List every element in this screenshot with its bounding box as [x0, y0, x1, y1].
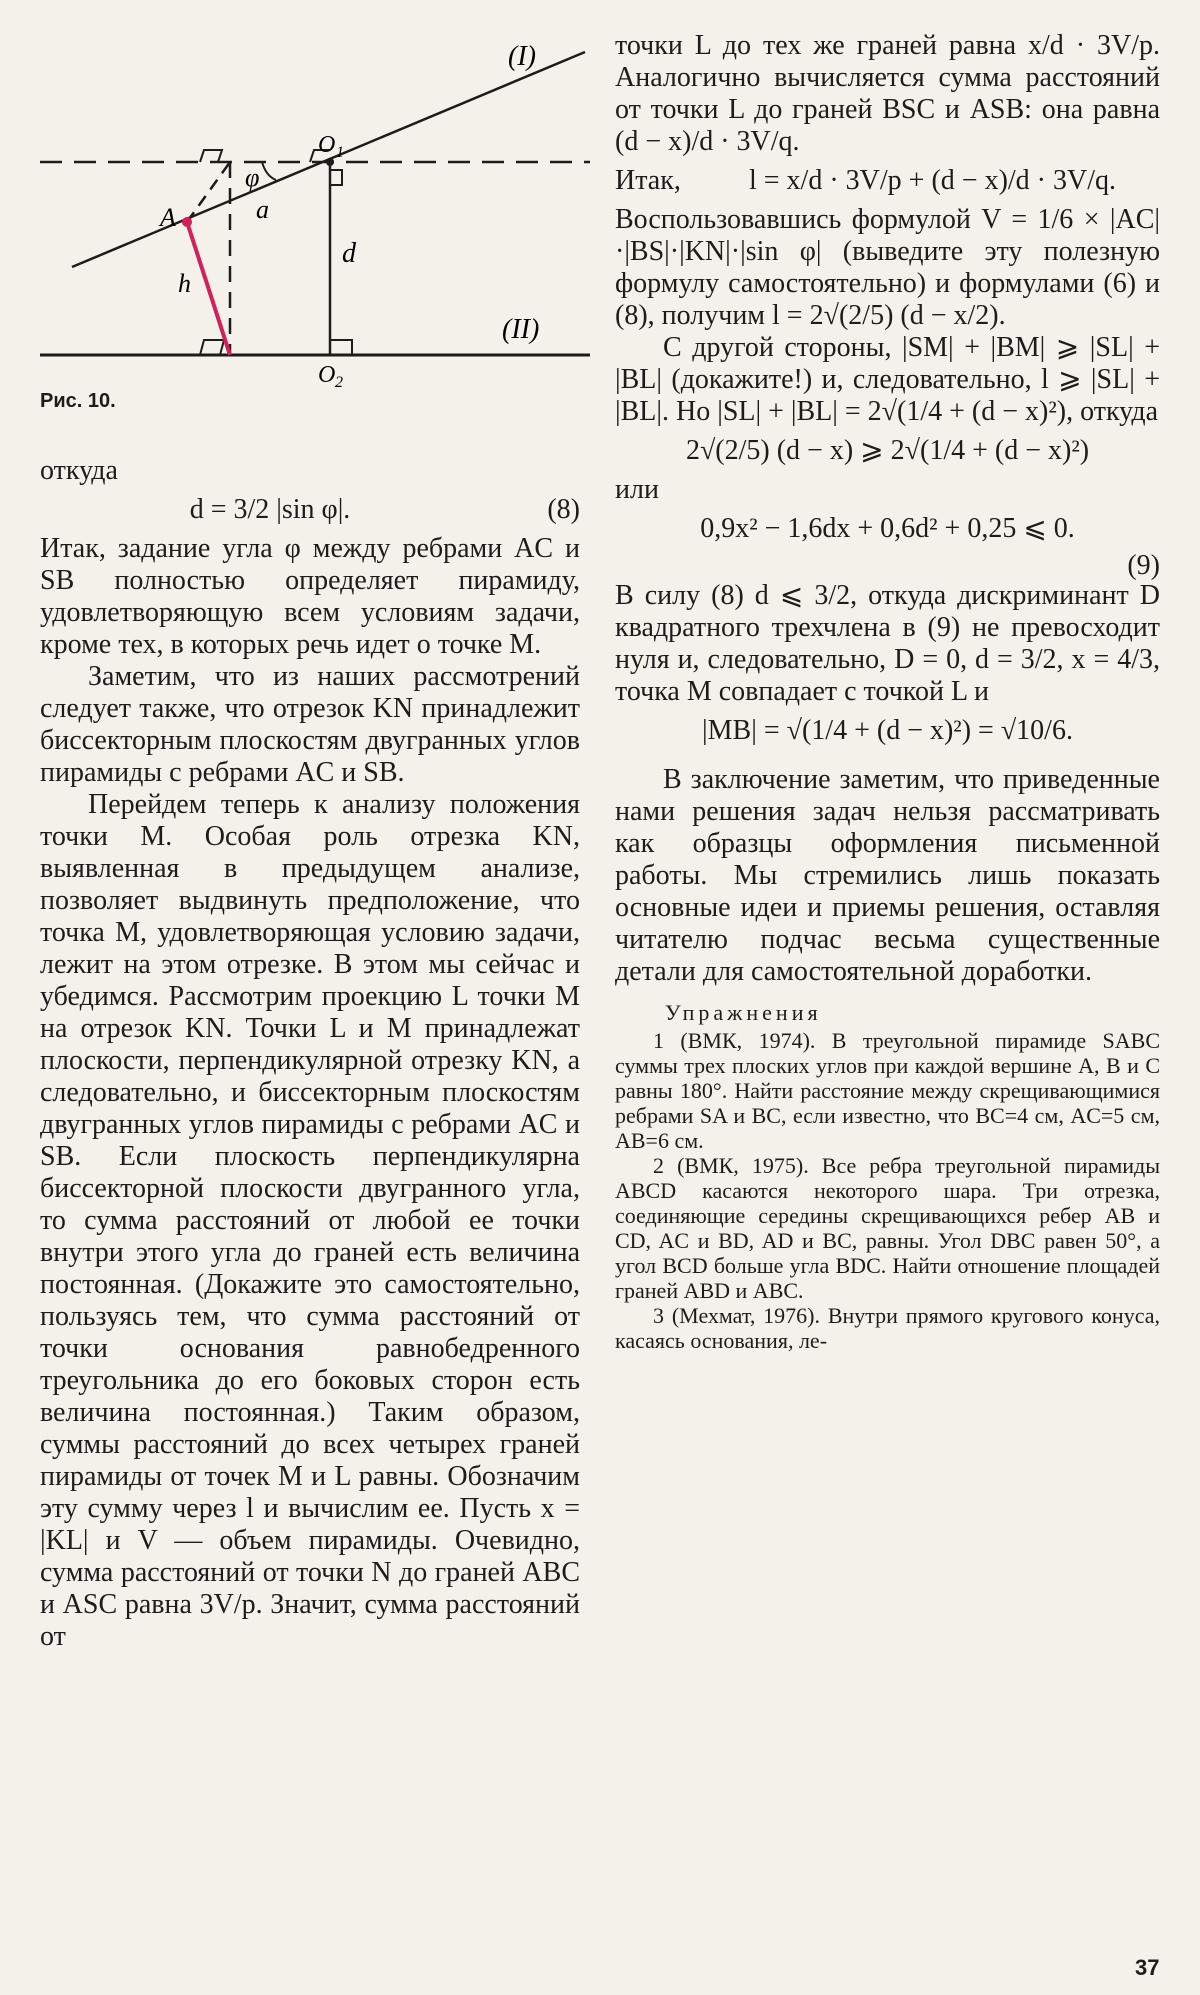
equation-8 — [40, 487, 580, 533]
label-line-1: (I) — [508, 41, 536, 72]
left-p2: Итак, задание угла φ между ребрами AC и SB полностью определяет пирамиду, удовлетворяющую всем условиям задачи, кроме тех, в которых речь идет о точке M. — [40, 533, 580, 660]
exercises-title: Упражнения — [665, 1000, 822, 1025]
page-number: 37 — [1135, 1955, 1160, 1980]
figure-10-diagram — [30, 30, 600, 390]
equation-8-expr: d = 3/2 |sin φ|. — [189, 494, 351, 525]
exercise-2: 2 (ВМК, 1975). Все ребра треугольной пирамиды ABCD касаются некоторого шара. Три отрезка, соединяющие середины скрещивающихся ребер AB и CD, AC и BD, AD и BC, равны. Угол DBC равен 50°, а угол BCD больше угла BDC. Найти отношение площадей граней ABD и ABC. — [615, 1153, 1160, 1303]
height-h-line — [187, 222, 230, 355]
label-o2: O — [318, 362, 336, 388]
angle-arc — [262, 162, 276, 180]
equation-9-number: (9) — [1127, 550, 1160, 581]
equation-mb-expr: |MB| = √(1/4 + (d − x)²) = √10/6. — [702, 715, 1073, 746]
label-o1-sub: 1 — [336, 144, 344, 161]
figure-caption: Рис. 10. — [40, 390, 116, 412]
left-column — [40, 455, 580, 1653]
right-p7: В заключение заметим, что приведенные нами решения задач нельзя рассматривать как образцы оформления письменной работы. Мы стремились лишь показать основные идеи и приемы решения, оставляя читателю подчас весьма существенные детали для самостоятельной доработки. — [615, 764, 1160, 987]
equation-l — [615, 158, 1160, 204]
label-angle-phi: φ — [245, 163, 260, 192]
left-p3: Заметим, что из наших рассмотрений следует также, что отрезок KN принадлежит биссекторным плоскостям двугранных углов пирамиды с ребрами AC и SB. — [40, 661, 580, 788]
right-p4: С другой стороны, |SM| + |BM| ⩾ |SL| + |BL| (докажите!) и, следовательно, l ⩾ |SL| + |BL|. Но |SL| + |BL| = 2√(1/4 + (d − x)²), откуда — [615, 332, 1160, 427]
right-p3: Воспользовавшись формулой V = 1/6 × |AC|·|BS|·|KN|·|sin φ| (выведите эту полезную формулу самостоятельно) и формулами (6) и (8), получим l = 2√(2/5) (d − x/2). — [615, 204, 1160, 331]
equation-9 — [615, 506, 1160, 552]
equation-8-number: (8) — [547, 494, 580, 525]
right-p1: точки L до тех же граней равна x/d · 3V/p. Аналогично вычисляется сумма расстояний от точки L до граней BSC и ASB: она равна (d − x)/d · 3V/q. — [615, 30, 1160, 157]
equation-mb — [615, 708, 1160, 754]
dashed-segment-a — [187, 162, 230, 222]
right-p5: или — [615, 474, 659, 505]
label-point-a: A — [160, 203, 176, 232]
right-column — [615, 30, 1160, 1353]
inequality-1-expr: 2√(2/5) (d − x) ⩾ 2√(1/4 + (d − x)²) — [685, 435, 1090, 466]
right-angle-mark-top — [200, 150, 222, 162]
equation-l-expr: l = x/d · 3V/p + (d − x)/d · 3V/q. — [748, 165, 1116, 196]
equation-9-expr: 0,9x² − 1,6dx + 0,6d² + 0,25 ⩽ 0. — [700, 513, 1075, 544]
right-angle-mark — [330, 170, 342, 185]
label-h: h — [178, 269, 191, 298]
label-side-a: a — [256, 195, 269, 224]
right-p6: В силу (8) d ⩽ 3/2, откуда дискриминант D квадратного трехчлена в (9) не превосходит нуля и, следовательно, D = 0, d = 3/2, x = 4/3, точка M совпадает с точкой L и — [615, 580, 1160, 707]
label-line-2: (II) — [502, 314, 540, 345]
equation-l-lead: Итак, — [615, 165, 681, 196]
label-d: d — [342, 238, 356, 269]
right-angle-mark-bottom — [330, 340, 352, 355]
left-p1: откуда — [40, 455, 118, 486]
label-o2-sub: 2 — [335, 374, 343, 390]
point-o1-dot — [326, 158, 334, 166]
label-o1: O — [318, 132, 336, 158]
exercise-1: 1 (ВМК, 1974). В треугольной пирамиде SABC суммы трех плоских углов при каждой вершине A, B и C равны 180°. Найти расстояние между скрещивающимися ребрами SA и BC, если известно, что BC=4 см, AC=5 см, AB=6 см. — [615, 1028, 1160, 1153]
right-angle-mark-base — [200, 340, 224, 355]
exercise-3: 3 (Мехмат, 1976). Внутри прямого кругового конуса, касаясь основания, ле- — [615, 1303, 1160, 1353]
point-a-dot — [182, 217, 192, 227]
left-p4: Перейдем теперь к анализу положения точки M. Особая роль отрезка KN, выявленная в предыдущем анализе, позволяет выдвинуть предположение, что точка M, удовлетворяющая условию задачи, лежит на этом отрезке. В этом мы сейчас и убедимся. Рассмотрим проекцию L точки M на отрезок KN. Точки L и M принадлежат плоскости, перпендикулярной отрезку KN, а следовательно, и биссекторным плоскостям двугранных углов пирамиды с ребрами AC и SB. Если плоскость перпендикулярна биссекторной плоскости двугранного угла, то сумма расстояний от любой ее точки внутри этого угла до граней есть величина постоянная. (Докажите это самостоятельно, пользуясь тем, что сумма расстояний от точки основания равнобедренного треугольника до его боковых сторон есть величина постоянная.) Таким образом, суммы расстояний до всех четырех граней пирамиды от точек M и L равны. Обозначим эту сумму через l и вычислим ее. Пусть x = |KL| и V — объем пирамиды. Очевидно, сумма расстояний от точки N до граней ABC и ASC равна 3V/p. Значит, сумма расстояний от — [40, 789, 580, 1652]
inequality-1 — [615, 428, 1160, 474]
